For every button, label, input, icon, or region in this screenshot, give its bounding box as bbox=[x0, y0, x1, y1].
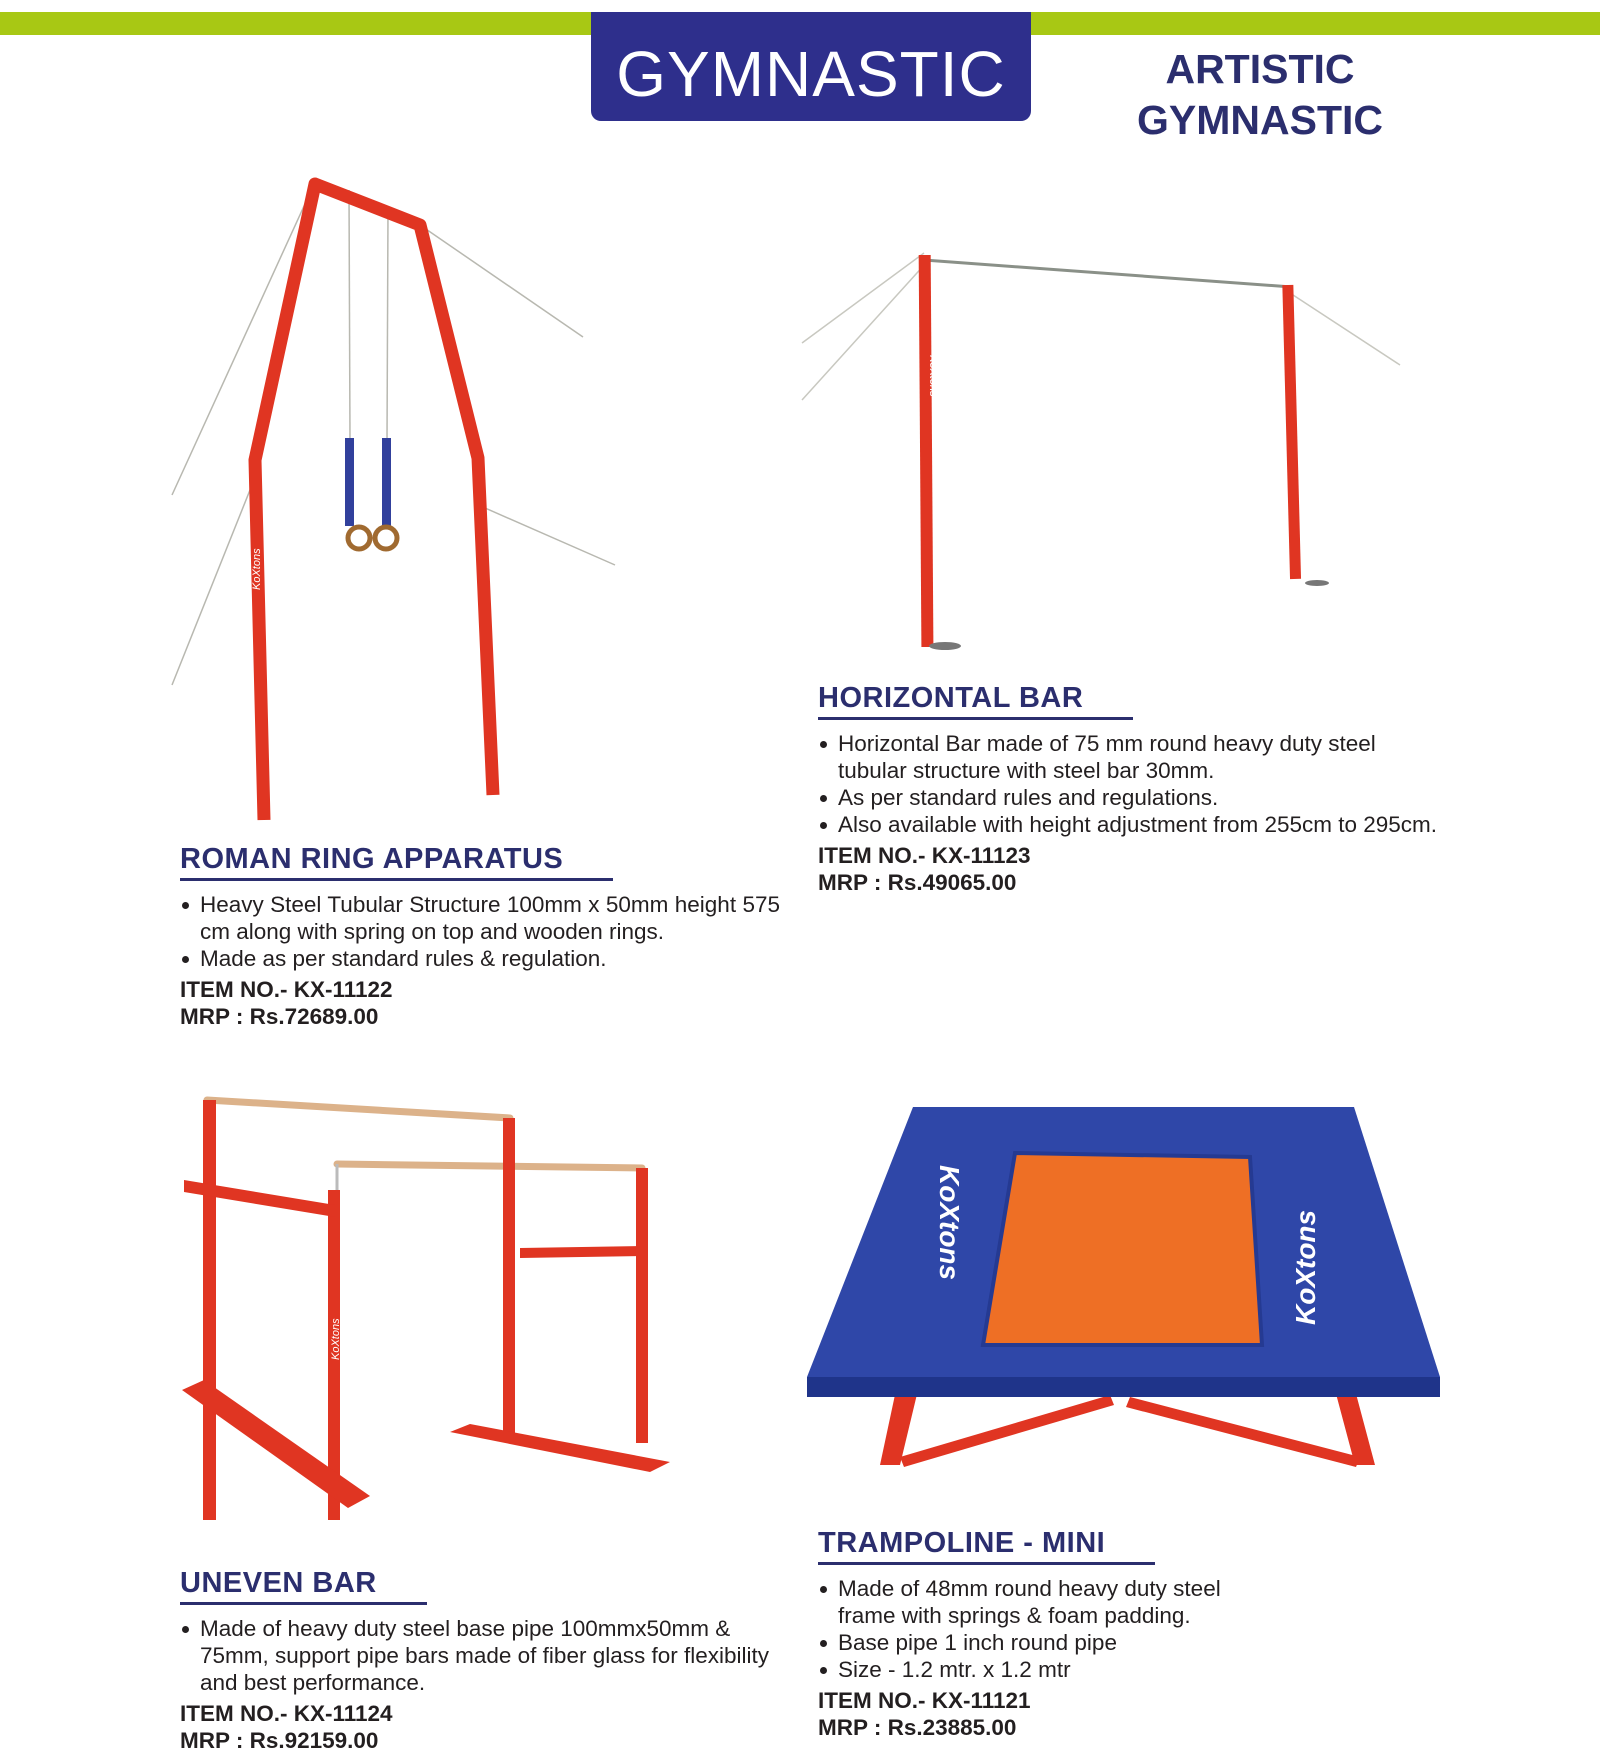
category-line-2: GYMNASTIC bbox=[1137, 97, 1383, 143]
product-uneven-bar bbox=[180, 1567, 770, 1754]
category-line-1: ARTISTIC bbox=[1165, 46, 1355, 92]
item-number: ITEM NO.- KX-11124 bbox=[180, 1701, 393, 1726]
brand-mark: KoXtons bbox=[251, 548, 263, 590]
category-title bbox=[1110, 44, 1410, 146]
feature-item: Horizontal Bar made of 75 mm round heavy duty steel tubular structure with steel bar 30mm. bbox=[818, 730, 1448, 784]
feature-item: Made as per standard rules & regulation. bbox=[180, 945, 780, 972]
feature-item: Made of heavy duty steel base pipe 100mmx50mm & 75mm, support pipe bars made of fiber glass for flexibility and best performance. bbox=[180, 1615, 770, 1696]
section-title: GYMNASTIC bbox=[591, 12, 1031, 121]
product-name: TRAMPOLINE - MINI bbox=[818, 1527, 1155, 1565]
item-number: ITEM NO.- KX-11123 bbox=[818, 843, 1031, 868]
feature-item: Also available with height adjustment from 255cm to 295cm. bbox=[818, 811, 1518, 838]
product-trampoline-mini bbox=[818, 1527, 1278, 1741]
brand-mark: KoXtons bbox=[1290, 1209, 1321, 1325]
brand-mark: KoXtons bbox=[927, 355, 939, 397]
item-number: ITEM NO.- KX-11122 bbox=[180, 977, 393, 1002]
brand-mark: KoXtons bbox=[330, 1318, 342, 1360]
feature-list bbox=[818, 1575, 1278, 1683]
mrp-price: MRP : Rs.49065.00 bbox=[818, 870, 1017, 895]
product-horizontal-bar bbox=[818, 682, 1518, 896]
product-name: HORIZONTAL BAR bbox=[818, 682, 1133, 720]
feature-item: Made of 48mm round heavy duty steel frame with springs & foam padding. bbox=[818, 1575, 1278, 1629]
feature-item: Base pipe 1 inch round pipe bbox=[818, 1629, 1278, 1656]
brand-mark: KoXtons bbox=[934, 1165, 965, 1281]
mrp-price: MRP : Rs.92159.00 bbox=[180, 1728, 379, 1753]
feature-list bbox=[180, 1615, 770, 1696]
mrp-price: MRP : Rs.72689.00 bbox=[180, 1004, 379, 1029]
feature-list bbox=[818, 730, 1518, 838]
feature-item: As per standard rules and regulations. bbox=[818, 784, 1518, 811]
item-number: ITEM NO.- KX-11121 bbox=[818, 1688, 1031, 1713]
feature-item: Heavy Steel Tubular Structure 100mm x 50mm height 575 cm along with spring on top and wooden rings. bbox=[180, 891, 780, 945]
product-name: ROMAN RING APPARATUS bbox=[180, 843, 613, 881]
uneven-bar-image bbox=[180, 1080, 680, 1530]
trampoline-image bbox=[800, 1105, 1450, 1475]
roman-ring-image bbox=[160, 170, 630, 830]
feature-list bbox=[180, 891, 780, 972]
mrp-price: MRP : Rs.23885.00 bbox=[818, 1715, 1017, 1740]
product-roman-ring bbox=[180, 843, 780, 1030]
horizontal-bar-image bbox=[800, 245, 1410, 655]
product-name: UNEVEN BAR bbox=[180, 1567, 427, 1605]
feature-item: Size - 1.2 mtr. x 1.2 mtr bbox=[818, 1656, 1278, 1683]
